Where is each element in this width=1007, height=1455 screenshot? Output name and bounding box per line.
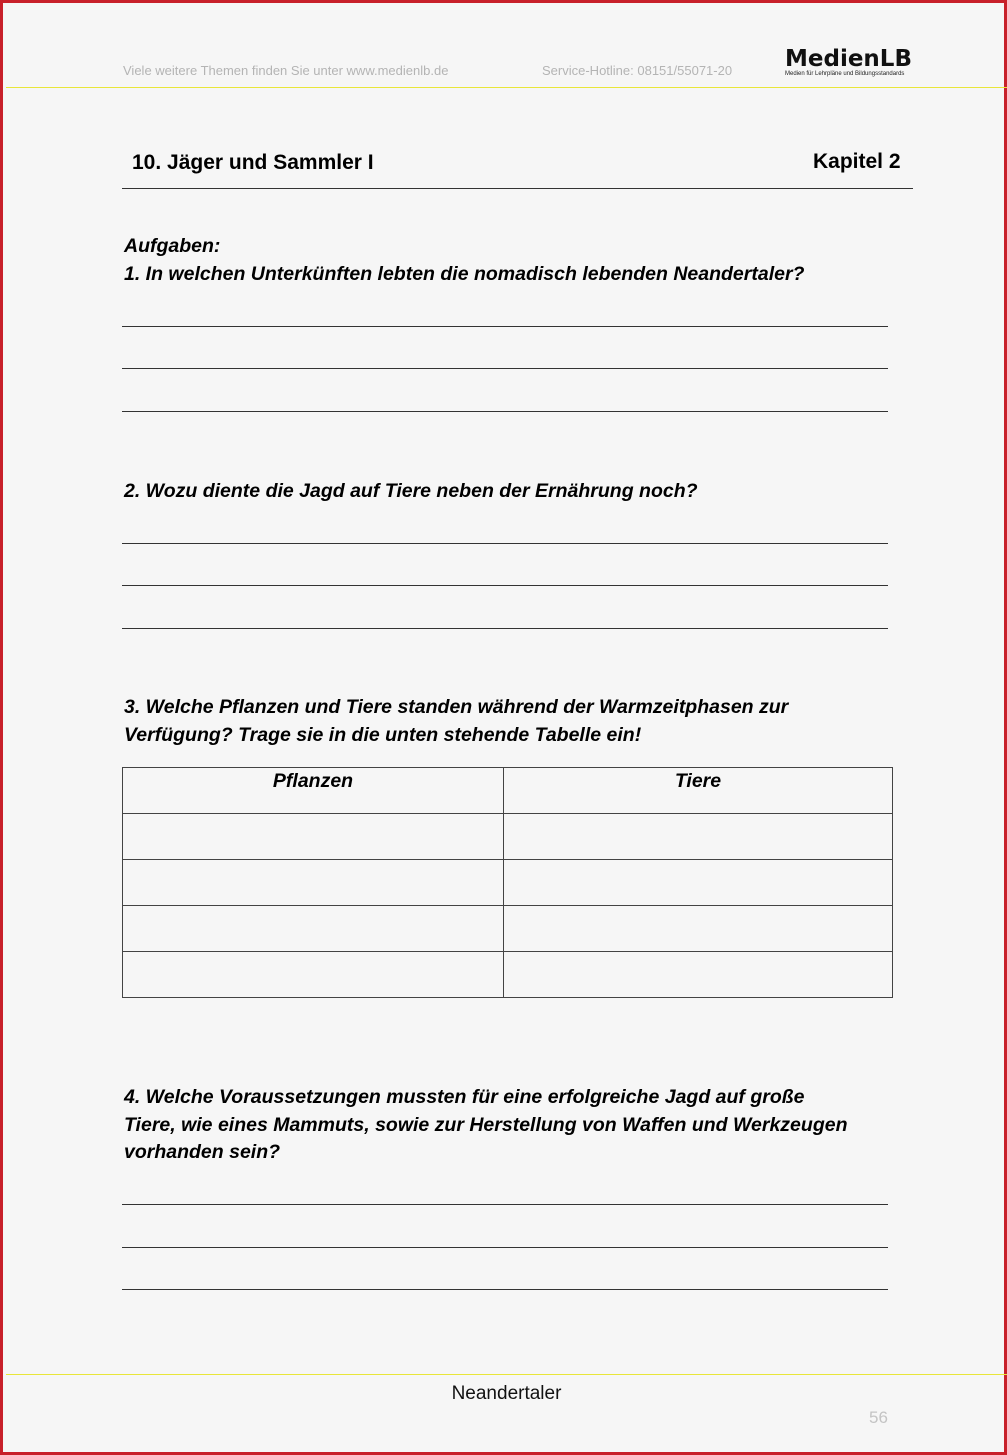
table-header-row [123, 768, 893, 814]
question-3-line-2: Verfügung? Trage sie in die unten stehende Tabelle ein! [124, 723, 642, 746]
medienlb-logo [785, 47, 925, 78]
table-cell[interactable] [504, 906, 893, 952]
page-number: 56 [869, 1408, 888, 1427]
question-4-line-1: 4. Welche Voraussetzungen mussten für eine erfolgreiche Jagd auf große [124, 1086, 805, 1108]
column-header-plants: Pflanzen [123, 768, 504, 814]
answer-line [122, 368, 888, 369]
plants-animals-table [122, 767, 893, 998]
header-website-text: Viele weitere Themen finden Sie unter www.medienlb.de [123, 63, 449, 78]
question-2: 2. Wozu diente die Jagd auf Tiere neben der Ernährung noch? [124, 480, 698, 502]
answer-line [122, 543, 888, 544]
table-cell[interactable] [504, 952, 893, 998]
answer-line [122, 1289, 888, 1290]
table-cell[interactable] [123, 952, 504, 998]
table-row [123, 906, 893, 952]
table-cell[interactable] [504, 814, 893, 860]
logo-name: MedienLB [785, 46, 912, 72]
question-4-line-2: Tiere, wie eines Mammuts, sowie zur Herstellung von Waffen und Werkzeugen [124, 1113, 848, 1136]
answer-line [122, 411, 888, 412]
table-cell[interactable] [504, 860, 893, 906]
table-cell[interactable] [123, 814, 504, 860]
table-cell[interactable] [123, 860, 504, 906]
table-row [123, 952, 893, 998]
page-title: 10. Jäger und Sammler I [132, 151, 374, 174]
answer-line [122, 585, 888, 586]
chapter-label: Kapitel 2 [813, 150, 901, 173]
question-3 [124, 694, 904, 749]
footer-title: Neandertaler [451, 1383, 562, 1404]
table-cell[interactable] [123, 906, 504, 952]
answer-line [122, 1204, 888, 1205]
answer-line [122, 1247, 888, 1248]
header-rule [6, 87, 1007, 88]
tasks-heading: Aufgaben: [124, 235, 221, 257]
table-row [123, 860, 893, 906]
answer-line [122, 628, 888, 629]
question-1: 1. In welchen Unterkünften lebten die nomadisch lebenden Neandertaler? [124, 263, 805, 285]
question-4 [124, 1084, 904, 1167]
title-rule [122, 188, 913, 189]
column-header-animals: Tiere [504, 768, 893, 814]
footer-rule [6, 1374, 1007, 1375]
logo-tagline: Medien für Lehrpläne und Bildungsstandards [785, 71, 905, 77]
answer-line [122, 326, 888, 327]
question-4-line-3: vorhanden sein? [124, 1141, 281, 1163]
question-3-line-1: 3. Welche Pflanzen und Tiere standen während der Warmzeitphasen zur [124, 696, 789, 718]
header-hotline-text: Service-Hotline: 08151/55071-20 [542, 63, 733, 78]
table-row [123, 814, 893, 860]
